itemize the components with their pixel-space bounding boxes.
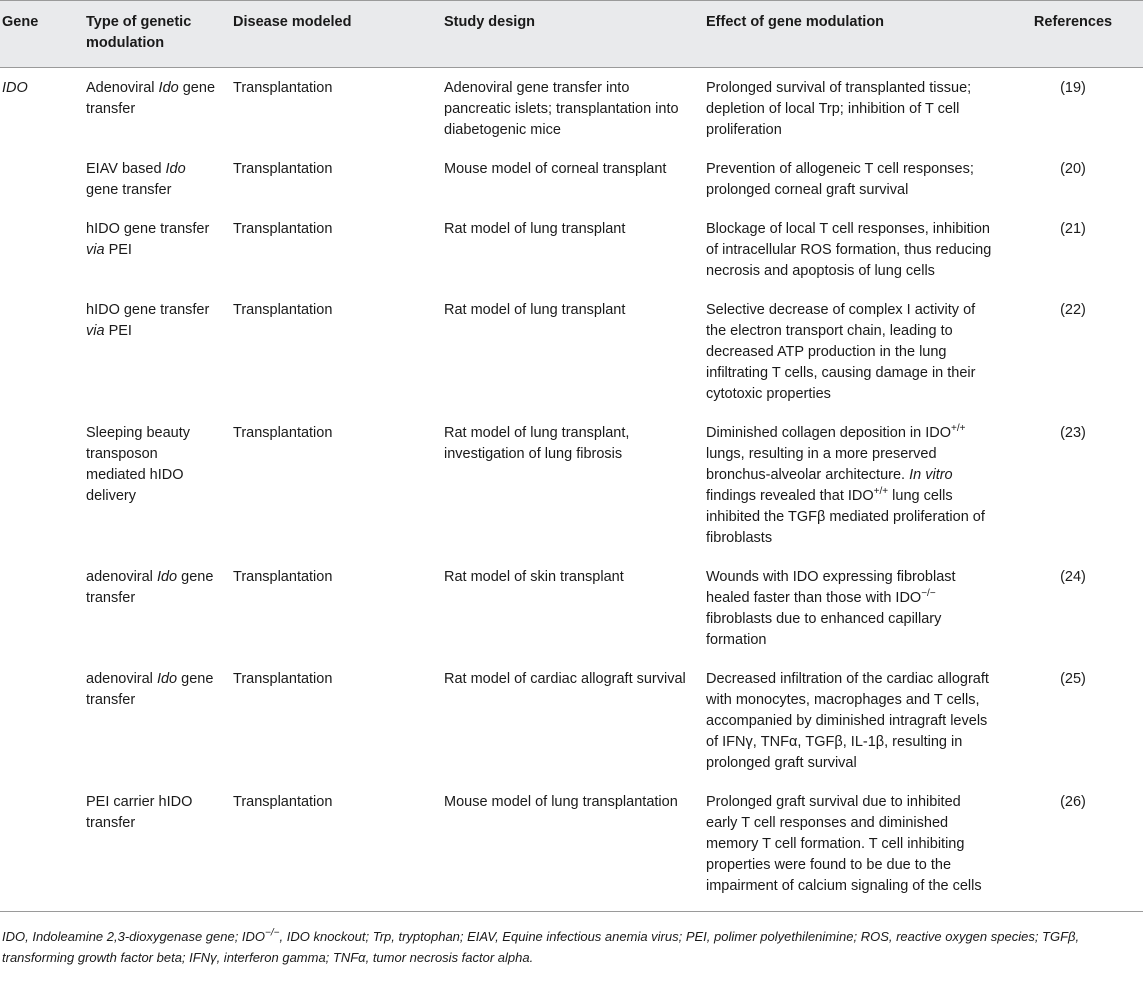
cell-gene — [0, 783, 78, 912]
type-text: PEI — [104, 323, 132, 339]
cell-design: Rat model of lung transplant — [444, 302, 626, 318]
type-text: adenoviral — [86, 671, 157, 687]
cell-design: Mouse model of corneal transplant — [444, 161, 667, 177]
superscript-genotype: +/+ — [873, 486, 889, 498]
type-italic: Ido — [165, 161, 186, 177]
cell-effect — [698, 660, 1003, 783]
type-italic: Ido — [158, 80, 179, 96]
footnote-text: IDO, Indoleamine 2,3-dioxygenase gene; IDO — [2, 929, 266, 944]
cell-type — [78, 291, 225, 414]
type-text: Sleeping beauty transposon mediated hIDO delivery — [86, 425, 190, 504]
table-footnote — [0, 912, 1143, 969]
cell-effect — [698, 68, 1003, 151]
table-body — [0, 68, 1143, 912]
effect-text: findings revealed that IDO — [706, 488, 874, 504]
cell-design: Rat model of lung transplant — [444, 221, 626, 237]
cell-effect — [698, 558, 1003, 660]
cell-type — [78, 660, 225, 783]
effect-text: fibroblasts due to enhanced capillary formation — [706, 611, 942, 648]
cell-reference: (23) — [1060, 425, 1086, 441]
cell-gene: IDO — [2, 80, 28, 96]
effect-italic: In vitro — [909, 467, 953, 483]
effect-text: Selective decrease of complex I activity of the electron transport chain, leading to decreased ATP production in the lung infiltrating T cells, causing damage in their cytotoxic properties — [706, 302, 976, 402]
cell-gene — [0, 414, 78, 558]
cell-type — [78, 783, 225, 912]
effect-text: Prevention of allogeneic T cell responses; prolonged corneal graft survival — [706, 161, 974, 198]
header-gene: Gene — [2, 14, 39, 30]
type-text: gene transfer — [86, 671, 214, 708]
footnote-text: , IDO knockout; Trp, tryptophan; EIAV, Equine infectious anemia virus; PEI, polimer polyethilenimine; ROS, reactive oxygen species; TGFβ, transforming growth factor beta; IFNγ, interferon gamma; TNFα, tumor necrosis factor alpha. — [2, 929, 1080, 965]
cell-reference: (26) — [1060, 794, 1086, 810]
footnote-row — [0, 912, 1143, 969]
cell-disease: Transplantation — [233, 302, 333, 318]
type-italic: via — [86, 323, 105, 339]
cell-effect — [698, 210, 1003, 291]
type-text: hIDO gene transfer — [86, 302, 210, 318]
effect-text: lung cells inhibited the TGFβ mediated proliferation of fibroblasts — [706, 488, 985, 546]
cell-effect — [698, 414, 1003, 558]
type-italic: Ido — [156, 671, 178, 687]
cell-gene — [0, 558, 78, 660]
cell-effect — [698, 783, 1003, 912]
header-design: Study design — [444, 14, 536, 30]
cell-effect — [698, 291, 1003, 414]
cell-reference: (25) — [1060, 671, 1086, 687]
type-text: PEI — [104, 242, 132, 258]
cell-reference: (19) — [1060, 80, 1086, 96]
cell-gene — [0, 150, 78, 210]
cell-type — [78, 414, 225, 558]
cell-reference: (24) — [1060, 569, 1086, 585]
cell-disease: Transplantation — [233, 671, 333, 687]
type-text: EIAV based — [86, 161, 166, 177]
table-row — [0, 291, 1143, 414]
cell-gene — [0, 210, 78, 291]
cell-design: Rat model of cardiac allograft survival — [444, 671, 686, 687]
header-row — [0, 1, 1143, 68]
type-text: Adenoviral — [86, 80, 159, 96]
cell-gene — [0, 660, 78, 783]
effect-text: lungs, resulting in a more preserved bronchus-alveolar architecture. — [706, 446, 937, 483]
table-row — [0, 783, 1143, 912]
type-text: gene transfer — [86, 569, 214, 606]
cell-reference: (21) — [1060, 221, 1086, 237]
cell-effect — [698, 150, 1003, 210]
type-text: PEI carrier hIDO transfer — [86, 794, 193, 831]
cell-disease: Transplantation — [233, 425, 333, 441]
type-italic: Ido — [156, 569, 178, 585]
table-row — [0, 660, 1143, 783]
cell-disease: Transplantation — [233, 794, 333, 810]
cell-reference: (22) — [1060, 302, 1086, 318]
cell-type — [78, 68, 225, 151]
type-text: gene transfer — [86, 182, 172, 198]
cell-disease: Transplantation — [233, 161, 333, 177]
table-row — [0, 414, 1143, 558]
type-italic: via — [86, 242, 105, 258]
header-type: Type of genetic modulation — [86, 14, 192, 51]
superscript-genotype: −/− — [265, 927, 280, 939]
effect-text: Decreased infiltration of the cardiac allograft with monocytes, macrophages and T cells, accompanied by diminished intragraft levels of IFNγ, TNFα, TGFβ, IL-1β, resulting in prolonged graft survival — [706, 671, 989, 771]
type-text: hIDO gene transfer — [86, 221, 210, 237]
table-row — [0, 150, 1143, 210]
cell-design: Adenoviral gene transfer into pancreatic islets; transplantation into diabetogenic mice — [444, 80, 679, 138]
cell-disease: Transplantation — [233, 80, 333, 96]
table-footer — [0, 912, 1143, 969]
superscript-genotype: −/− — [921, 588, 936, 600]
effect-text: Blockage of local T cell responses, inhibition of intracellular ROS formation, thus reducing necrosis and apoptosis of lung cells — [706, 221, 992, 279]
header-references: References — [1033, 14, 1113, 30]
table-row — [0, 210, 1143, 291]
cell-type — [78, 210, 225, 291]
cell-disease: Transplantation — [233, 221, 333, 237]
type-text: gene transfer — [86, 80, 216, 117]
cell-design: Rat model of skin transplant — [444, 569, 624, 585]
header-effect: Effect of gene modulation — [706, 14, 885, 30]
cell-type — [78, 558, 225, 660]
header-disease: Disease modeled — [233, 14, 352, 30]
superscript-genotype: +/+ — [951, 423, 966, 435]
effect-text: Prolonged graft survival due to inhibited early T cell responses and diminished memory T cell formation. T cell inhibiting properties were found to be due to the impairment of calcium signaling of the cells — [706, 794, 982, 894]
table-row — [0, 68, 1143, 151]
cell-gene — [0, 291, 78, 414]
table-header — [0, 1, 1143, 68]
effect-text: Diminished collagen deposition in IDO — [706, 425, 952, 441]
cell-reference: (20) — [1060, 161, 1086, 177]
table-row — [0, 558, 1143, 660]
effect-text: Wounds with IDO expressing fibroblast healed faster than those with IDO — [706, 569, 956, 606]
cell-design: Rat model of lung transplant, investigation of lung fibrosis — [444, 425, 630, 462]
type-text: adenoviral — [86, 569, 157, 585]
cell-type — [78, 150, 225, 210]
cell-disease: Transplantation — [233, 569, 333, 585]
cell-design: Mouse model of lung transplantation — [444, 794, 678, 810]
effect-text: Prolonged survival of transplanted tissue; depletion of local Trp; inhibition of T cell proliferation — [706, 80, 972, 138]
